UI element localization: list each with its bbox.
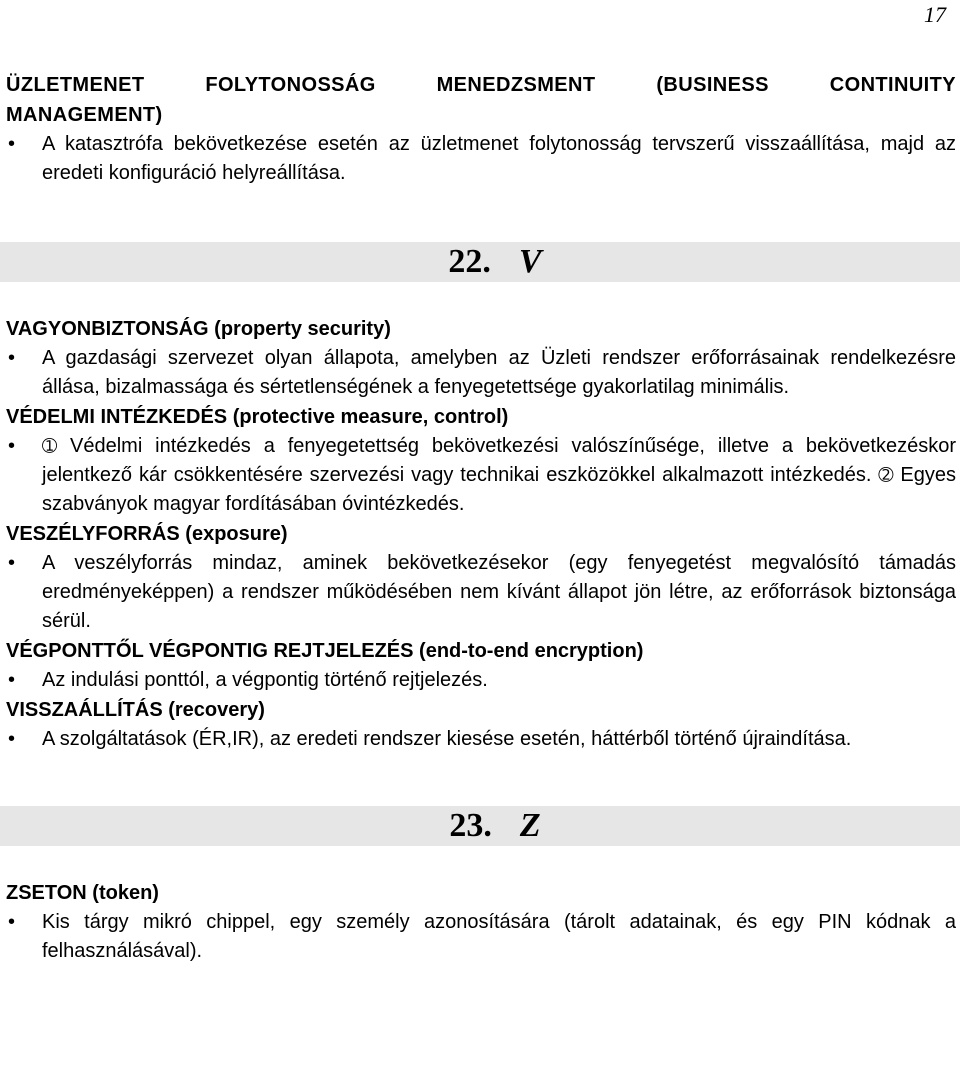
definition-text: A veszélyforrás mindaz, aminek bekövetkezésekor (egy fenyegetést megvalósító támadás eredményeképpen) a rendszer működésében nem kívánt állapot jön létre, az erőforrások biztonsága sérül. (42, 552, 956, 632)
definition-text: Kis tárgy mikró chippel, egy személy azonosítására (tárolt adatainak, és egy PIN kódnak a felhasználásával). (42, 911, 956, 962)
page-number: 17 (924, 2, 946, 27)
list-item (6, 549, 956, 636)
term-heading-vissza: VISSZAÁLLÍTÁS (recovery) (6, 699, 265, 721)
definition-part-1: Védelmi intézkedés a fenyegetettség bekövetkezési valószínűsége, illetve a bekövetkezéskor jelentkező kár csökkentésére szervezési vagy technikai eszközökkel alkalmazott intézkedés. (42, 435, 956, 486)
definition-text (42, 432, 956, 519)
section-letter: V (518, 243, 542, 280)
circled-one-icon: ➀ (42, 436, 58, 456)
term-heading-veszely: VESZÉLYFORRÁS (exposure) (6, 523, 288, 545)
bullet-icon: • (8, 133, 16, 155)
definition-text: A szolgáltatások (ÉR,IR), az eredeti rendszer kiesése esetén, háttérből történő újraindítása. (42, 728, 852, 750)
section-banner-z (0, 806, 960, 846)
bullet-icon: • (8, 435, 16, 457)
term-heading-bcm: ÜZLETMENET FOLYTONOSSÁG MENEDZSMENT (BUSINESS CONTINUITY MANAGEMENT) (6, 74, 956, 126)
list-item (6, 725, 956, 754)
definition-text: Az indulási ponttól, a végpontig történő rejtjelezés. (42, 669, 488, 691)
term-heading-vagyon: VAGYONBIZTONSÁG (property security) (6, 318, 391, 340)
term-heading-vedelmi: VÉDELMI INTÉZKEDÉS (protective measure, control) (6, 406, 509, 428)
list-item (6, 908, 956, 966)
bullet-icon: • (8, 669, 16, 691)
list-item (6, 432, 956, 519)
section-number: 22. (448, 243, 491, 280)
section-number: 23. (449, 807, 492, 844)
document-body (6, 70, 956, 966)
list-item (6, 130, 956, 188)
circled-two-icon: ➁ (878, 465, 894, 485)
section-banner-v (0, 242, 960, 282)
list-item (6, 666, 956, 695)
bullet-icon: • (8, 552, 16, 574)
definition-part-2: Egyes szabványok magyar fordításában óvintézkedés. (42, 464, 956, 515)
definition-text: A katasztrófa bekövetkezése esetén az üzletmenet folytonosság tervszerű visszaállítása, majd az eredeti konfiguráció helyreállítása. (42, 133, 956, 184)
bullet-icon: • (8, 728, 16, 750)
section-letter: Z (519, 807, 541, 844)
term-heading-zseton: ZSETON (token) (6, 882, 159, 904)
term-heading-vegpont: VÉGPONTTŐL VÉGPONTIG REJTJELEZÉS (end-to-end encryption) (6, 640, 644, 662)
definition-text: A gazdasági szervezet olyan állapota, amelyben az Üzleti rendszer erőforrásainak rendelkezésre állása, bizalmassága és sértetlenségének a fenyegetettsége gyakorlatilag minimális. (42, 347, 956, 398)
bullet-icon: • (8, 911, 16, 933)
list-item (6, 344, 956, 402)
bullet-icon: • (8, 347, 16, 369)
